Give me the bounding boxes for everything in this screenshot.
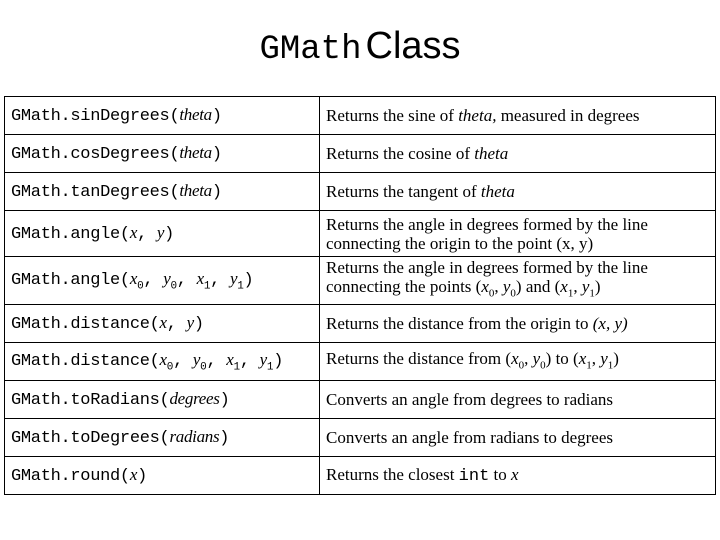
title-word: Class (365, 25, 461, 67)
method-description: Converts an angle from degrees to radians (320, 381, 716, 419)
method-description: Returns the closest int to x (320, 457, 716, 495)
table-row (5, 211, 716, 257)
method-signature: GMath.cosDegrees(theta) (5, 135, 320, 173)
table-row (5, 257, 716, 305)
table-row (5, 381, 716, 419)
method-signature: GMath.tanDegrees(theta) (5, 173, 320, 211)
method-description: Returns the distance from the origin to (x, y) (320, 305, 716, 343)
table-row (5, 97, 716, 135)
method-signature: GMath.toRadians(degrees) (5, 381, 320, 419)
method-description: Returns the sine of theta, measured in degrees (320, 97, 716, 135)
method-description: Returns the tangent of theta (320, 173, 716, 211)
table-row (5, 305, 716, 343)
method-signature: GMath.round(x) (5, 457, 320, 495)
slide-title (0, 22, 720, 70)
table-row (5, 135, 716, 173)
method-description: Returns the cosine of theta (320, 135, 716, 173)
method-description: Returns the angle in degrees formed by the line connecting the points ($x_0$, $y_0$) and ($x_1$, $y_1$) (320, 257, 716, 305)
method-signature: $GMath.distance(x_0$, $y_0$, $x_1$, $y_1$) (5, 343, 320, 381)
method-description: Converts an angle from radians to degrees (320, 419, 716, 457)
method-signature: GMath.sinDegrees(theta) (5, 97, 320, 135)
table-row (5, 457, 716, 495)
table-row (5, 173, 716, 211)
method-signature: GMath.toDegrees(radians) (5, 419, 320, 457)
method-description: Returns the angle in degrees formed by the line connecting the origin to the point (x, y) (320, 211, 716, 257)
method-description: Returns the distance from ($x_0$, $y_0$) to ($x_1$, $y_1$) (320, 343, 716, 381)
methods-table (4, 96, 716, 495)
method-signature: $GMath.angle(x_0$, $y_0$, $x_1$, $y_1$) (5, 257, 320, 305)
method-signature: GMath.angle(x, y) (5, 211, 320, 257)
method-signature: GMath.distance(x, y) (5, 305, 320, 343)
table-row (5, 343, 716, 381)
table-row (5, 419, 716, 457)
title-class-name: GMath (259, 31, 362, 69)
